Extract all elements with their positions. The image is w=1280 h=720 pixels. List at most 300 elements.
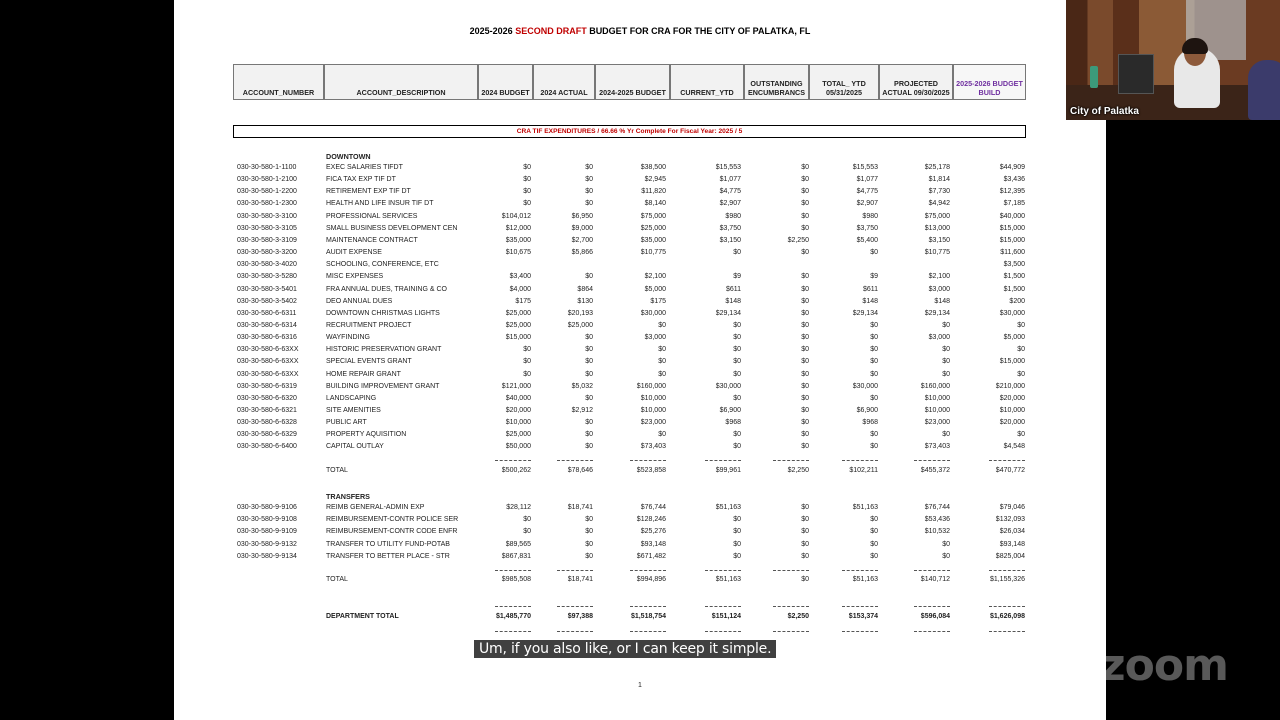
amount-cell: $0 [801, 382, 809, 390]
table-row [174, 358, 1106, 370]
account-number: 030-30-580-6-6328 [237, 419, 297, 427]
amount-cell: $985,508 [501, 576, 531, 583]
amount-cell: $0 [801, 273, 809, 281]
amount-cell: $12,395 [999, 188, 1025, 196]
amount-cell: $0 [523, 528, 531, 536]
account-description: MAINTENANCE CONTRACT [326, 236, 418, 244]
amount-cell: $11,820 [641, 188, 666, 196]
subtotal-rule [773, 460, 809, 461]
subtotal-rule [914, 460, 950, 461]
amount-cell: $0 [870, 346, 878, 354]
subtotal-rule [495, 606, 531, 607]
account-number: 030-30-580-9-9132 [237, 540, 297, 548]
amount-cell: $38,500 [640, 164, 666, 171]
amount-cell: $2,912 [571, 407, 593, 414]
amount-cell: $10,000 [999, 407, 1025, 414]
amount-cell: $12,000 [505, 224, 531, 232]
account-description: REIMBURSEMENT-CONTR CODE ENFR [326, 528, 458, 536]
account-description: SPECIAL EVENTS GRANT [326, 358, 412, 366]
amount-cell: $0 [523, 200, 531, 208]
amount-cell: $0 [1017, 321, 1025, 329]
table-row [174, 443, 1106, 455]
amount-cell: $1,626,098 [989, 613, 1025, 620]
account-description: SCHOOLING, CONFERENCE, ETC [326, 261, 439, 269]
amount-cell: $0 [942, 358, 950, 366]
amount-cell: $1,518,754 [630, 613, 666, 620]
amount-cell: $20,000 [999, 394, 1025, 402]
account-number: 030-30-580-3-3105 [237, 224, 297, 232]
account-number: 030-30-580-3-5280 [237, 273, 297, 281]
amount-cell: $51,163 [852, 576, 878, 583]
amount-cell: $2,700 [571, 236, 593, 244]
account-number: 030-30-580-3-3100 [237, 212, 297, 220]
participant-name-label: City of Palatka [1070, 106, 1139, 117]
amount-cell: $0 [523, 188, 531, 196]
amount-cell: $44,909 [999, 164, 1025, 171]
subtotal-rule [773, 570, 809, 571]
account-number: 030-30-580-6-6319 [237, 382, 297, 390]
subtotal-rule [914, 631, 950, 632]
amount-cell: $25,178 [924, 164, 950, 171]
subtotal-rule [705, 631, 741, 632]
amount-cell: $1,077 [856, 176, 878, 184]
amount-cell: $0 [658, 346, 666, 354]
section-downtown: DOWNTOWN [326, 152, 371, 161]
amount-cell: $0 [733, 394, 741, 402]
amount-cell: $611 [862, 285, 878, 293]
amount-cell: $51,163 [715, 504, 741, 511]
amount-cell: $0 [585, 370, 593, 378]
amount-cell: $160,000 [636, 382, 666, 390]
account-description: TOTAL [326, 467, 348, 474]
amount-cell: $596,084 [920, 613, 950, 620]
amount-cell: $0 [801, 334, 809, 342]
account-description: FICA TAX EXP TIF DT [326, 176, 396, 184]
amount-cell: $0 [870, 321, 878, 329]
amount-cell: $0 [801, 540, 809, 548]
table-row [174, 176, 1106, 188]
amount-cell: $0 [801, 370, 809, 378]
subtotal-rule [773, 606, 809, 607]
amount-cell: $9,000 [571, 224, 593, 232]
amount-cell: $5,000 [644, 285, 666, 293]
amount-cell: $0 [523, 164, 531, 171]
draft-highlight: SECOND DRAFT [515, 26, 587, 36]
amount-cell: $175 [650, 297, 666, 305]
account-description: PROPERTY AQUISITION [326, 431, 407, 439]
amount-cell: $2,907 [856, 200, 878, 208]
amount-cell: $7,730 [928, 188, 950, 196]
table-row [174, 249, 1106, 261]
amount-cell: $0 [801, 176, 809, 184]
amount-cell: $18,741 [567, 504, 593, 511]
amount-cell: $130 [577, 297, 593, 305]
table-row [174, 334, 1106, 346]
amount-cell: $968 [862, 419, 878, 427]
amount-cell: $0 [1017, 370, 1025, 378]
amount-cell: $75,000 [924, 212, 950, 220]
amount-cell: $0 [870, 443, 878, 451]
table-row [174, 237, 1106, 249]
column-header: ACCOUNT_DESCRIPTION [324, 64, 478, 100]
amount-cell: $0 [585, 273, 593, 281]
amount-cell: $0 [733, 528, 741, 536]
account-number: 030-30-580-1-1100 [237, 164, 297, 171]
amount-cell: $1,155,326 [989, 576, 1025, 583]
department-total-row [174, 613, 1106, 625]
amount-cell: $35,000 [505, 236, 531, 244]
table-row [174, 516, 1106, 528]
amount-cell: $0 [801, 321, 809, 329]
amount-cell: $15,000 [999, 358, 1025, 366]
amount-cell: $15,553 [715, 164, 741, 171]
amount-cell: $0 [801, 431, 809, 439]
account-description: CAPITAL OUTLAY [326, 443, 384, 451]
subtotal-rule [705, 570, 741, 571]
amount-cell: $0 [733, 358, 741, 366]
account-number: 030-30-580-9-9109 [237, 528, 297, 536]
amount-cell: $0 [585, 419, 593, 427]
downtown-total-row [174, 467, 1106, 479]
amount-cell: $121,000 [501, 382, 531, 390]
amount-cell: $5,000 [1003, 334, 1025, 342]
amount-cell: $0 [801, 443, 809, 451]
amount-cell: $3,000 [644, 334, 666, 342]
amount-cell: $671,482 [636, 552, 666, 560]
amount-cell: $5,032 [571, 382, 593, 390]
subtotal-rule [842, 460, 878, 461]
amount-cell: $30,000 [640, 309, 666, 317]
amount-cell: $0 [801, 528, 809, 536]
amount-cell: $0 [870, 552, 878, 560]
account-description: DEPARTMENT TOTAL [326, 613, 399, 620]
subtotal-rule [557, 606, 593, 607]
amount-cell: $470,772 [995, 467, 1025, 474]
amount-cell: $15,000 [505, 334, 531, 342]
account-description: EXEC SALARIES TIFDT [326, 164, 403, 171]
amount-cell: $2,250 [787, 613, 809, 620]
amount-cell: $994,896 [636, 576, 666, 583]
amount-cell: $73,403 [640, 443, 666, 451]
account-number: 030-30-580-3-5402 [237, 297, 297, 305]
amount-cell: $980 [725, 212, 741, 220]
amount-cell: $160,000 [920, 382, 950, 390]
amount-cell: $78,646 [567, 467, 593, 474]
zoom-logo: zoom [1100, 640, 1228, 691]
live-caption: Um, if you also like, or I can keep it simple. [474, 640, 776, 658]
column-header: PROJECTED ACTUAL 09/30/2025 [879, 64, 953, 100]
amount-cell: $6,950 [571, 212, 593, 220]
amount-cell: $0 [585, 552, 593, 560]
subtotal-rule [630, 606, 666, 607]
amount-cell: $3,000 [928, 334, 950, 342]
amount-cell: $79,046 [999, 504, 1025, 511]
amount-cell: $151,124 [711, 613, 741, 620]
table-row [174, 164, 1106, 176]
amount-cell: $2,907 [719, 200, 741, 208]
amount-cell: $11,600 [1000, 249, 1025, 257]
amount-cell: $0 [870, 249, 878, 257]
amount-cell: $5,400 [856, 236, 878, 244]
amount-cell: $968 [725, 419, 741, 427]
account-description: SITE AMENITIES [326, 407, 381, 414]
amount-cell: $1,814 [928, 176, 950, 184]
amount-cell: $0 [942, 346, 950, 354]
amount-cell: $30,000 [852, 382, 878, 390]
account-number: 030-30-580-9-9134 [237, 552, 297, 560]
amount-cell: $0 [870, 334, 878, 342]
page-number: 1 [638, 682, 642, 689]
column-header: 2024 ACTUAL [533, 64, 595, 100]
amount-cell: $0 [870, 431, 878, 439]
account-description: BUILDING IMPROVEMENT GRANT [326, 382, 440, 390]
amount-cell: $210,000 [995, 382, 1025, 390]
amount-cell: $0 [942, 370, 950, 378]
subtotal-rule [495, 570, 531, 571]
amount-cell: $6,900 [719, 407, 741, 414]
amount-cell: $9 [733, 273, 741, 281]
amount-cell: $175 [515, 297, 531, 305]
amount-cell: $0 [523, 176, 531, 184]
amount-cell: $0 [585, 443, 593, 451]
amount-cell: $97,388 [567, 613, 593, 620]
subtotal-rule [705, 460, 741, 461]
amount-cell: $523,858 [636, 467, 666, 474]
subtotal-rule [914, 606, 950, 607]
amount-cell: $0 [733, 540, 741, 548]
subtotal-rule [630, 570, 666, 571]
amount-cell: $10,000 [640, 394, 666, 402]
amount-cell: $0 [733, 334, 741, 342]
account-number: 030-30-580-3-5401 [237, 285, 297, 293]
amount-cell: $0 [585, 431, 593, 439]
table-row [174, 553, 1106, 565]
table-row [174, 261, 1106, 273]
column-header: ACCOUNT_NUMBER [233, 64, 324, 100]
account-description: MISC EXPENSES [326, 273, 384, 281]
amount-cell: $0 [585, 176, 593, 184]
amount-cell: $93,148 [640, 540, 666, 548]
amount-cell: $15,553 [852, 164, 878, 171]
account-number: 030-30-580-6-63XX [237, 346, 299, 354]
amount-cell: $25,000 [505, 431, 531, 439]
amount-cell: $51,163 [715, 576, 741, 583]
amount-cell: $0 [870, 516, 878, 524]
subtotal-rule [989, 460, 1025, 461]
account-description: HOME REPAIR GRANT [326, 370, 401, 378]
amount-cell: $13,000 [924, 224, 950, 232]
subtotal-rule [630, 631, 666, 632]
amount-cell: $25,276 [640, 528, 666, 536]
table-row [174, 310, 1106, 322]
subtotal-rule [557, 631, 593, 632]
amount-cell: $0 [801, 576, 809, 583]
amount-cell: $0 [870, 358, 878, 366]
account-description: AUDIT EXPENSE [326, 249, 382, 257]
table-row [174, 504, 1106, 516]
table-row [174, 371, 1106, 383]
table-row [174, 395, 1106, 407]
table-row [174, 188, 1106, 200]
amount-cell: $4,548 [1003, 443, 1025, 451]
amount-cell: $30,000 [999, 309, 1025, 317]
amount-cell: $10,532 [924, 528, 950, 536]
account-number: 030-30-580-3-4020 [237, 261, 297, 269]
amount-cell: $102,211 [849, 467, 878, 474]
account-description: LANDSCAPING [326, 394, 377, 402]
amount-cell: $1,500 [1003, 285, 1025, 293]
amount-cell: $18,741 [567, 576, 593, 583]
subtotal-rule [705, 606, 741, 607]
account-number: 030-30-580-1-2100 [237, 176, 297, 184]
amount-cell: $0 [942, 540, 950, 548]
amount-cell: $0 [1017, 431, 1025, 439]
account-description: RETIREMENT EXP TIF DT [326, 188, 411, 196]
subtotal-rule [989, 606, 1025, 607]
account-number: 030-30-580-6-6316 [237, 334, 297, 342]
amount-cell: $867,831 [501, 552, 531, 560]
subtotal-rule [495, 460, 531, 461]
account-description: TOTAL [326, 576, 348, 583]
table-row [174, 273, 1106, 285]
amount-cell: $10,000 [505, 419, 531, 427]
amount-cell: $153,374 [848, 613, 878, 620]
amount-cell: $3,500 [1003, 261, 1025, 269]
amount-cell: $51,163 [852, 504, 878, 511]
amount-cell: $1,485,770 [495, 613, 531, 620]
amount-cell: $0 [585, 516, 593, 524]
amount-cell: $30,000 [715, 382, 741, 390]
amount-cell: $500,262 [501, 467, 531, 474]
amount-cell: $8,140 [644, 200, 666, 208]
amount-cell: $2,100 [644, 273, 666, 281]
amount-cell: $132,093 [995, 516, 1025, 524]
amount-cell: $0 [733, 516, 741, 524]
account-number: 030-30-580-6-63XX [237, 358, 299, 366]
amount-cell: $26,034 [999, 528, 1025, 536]
amount-cell: $0 [801, 224, 809, 232]
account-description: SMALL BUSINESS DEVELOPMENT CEN [326, 224, 458, 232]
account-number: 030-30-580-6-6329 [237, 431, 297, 439]
table-row [174, 383, 1106, 395]
table-row [174, 298, 1106, 310]
table-row [174, 213, 1106, 225]
subtotal-rule [495, 631, 531, 632]
amount-cell: $0 [658, 431, 666, 439]
amount-cell: $3,400 [509, 273, 531, 281]
amount-cell: $29,134 [715, 309, 741, 317]
account-number: 030-30-580-6-6314 [237, 321, 297, 329]
table-row [174, 407, 1106, 419]
account-number: 030-30-580-6-63XX [237, 370, 299, 378]
amount-cell: $0 [733, 443, 741, 451]
amount-cell: $0 [523, 346, 531, 354]
amount-cell: $93,148 [999, 540, 1025, 548]
amount-cell: $0 [733, 552, 741, 560]
amount-cell: $23,000 [640, 419, 666, 427]
account-description: RECRUITMENT PROJECT [326, 321, 412, 329]
account-description: WAYFINDING [326, 334, 370, 342]
amount-cell: $0 [801, 552, 809, 560]
video-speaker-hair [1182, 38, 1208, 54]
subtotal-rule [989, 631, 1025, 632]
amount-cell: $0 [585, 540, 593, 548]
video-bottle [1090, 66, 1098, 88]
account-description: TRANSFER TO UTILITY FUND-POTAB [326, 540, 450, 548]
amount-cell: $76,744 [924, 504, 950, 511]
account-number: 030-30-580-6-6321 [237, 407, 297, 414]
amount-cell: $128,246 [636, 516, 666, 524]
amount-cell: $40,000 [505, 394, 531, 402]
amount-cell: $2,250 [787, 467, 809, 474]
amount-cell: $0 [942, 552, 950, 560]
shared-document [174, 0, 1106, 720]
amount-cell: $0 [801, 394, 809, 402]
amount-cell: $0 [585, 188, 593, 196]
table-row [174, 286, 1106, 298]
amount-cell: $0 [801, 164, 809, 171]
account-number: 030-30-580-3-3109 [237, 236, 297, 244]
section-transfers: TRANSFERS [326, 492, 370, 501]
amount-cell: $0 [733, 249, 741, 257]
account-number: 030-30-580-6-6311 [237, 309, 297, 317]
amount-cell: $10,000 [640, 407, 666, 414]
amount-cell: $2,100 [928, 273, 950, 281]
amount-cell: $25,000 [505, 309, 531, 317]
amount-cell: $7,185 [1003, 200, 1025, 208]
amount-cell: $3,150 [928, 236, 950, 244]
amount-cell: $75,000 [640, 212, 666, 220]
amount-cell: $0 [801, 419, 809, 427]
amount-cell: $6,900 [856, 407, 878, 414]
amount-cell: $10,775 [924, 249, 950, 257]
amount-cell: $4,775 [856, 188, 878, 196]
video-second-person [1248, 60, 1280, 120]
account-description: REIMBURSEMENT-CONTR POLICE SER [326, 516, 459, 524]
subtotal-rule [842, 570, 878, 571]
amount-cell: $0 [523, 358, 531, 366]
amount-cell: $25,000 [567, 321, 593, 329]
amount-cell: $0 [585, 358, 593, 366]
amount-cell: $0 [942, 321, 950, 329]
amount-cell: $0 [733, 431, 741, 439]
amount-cell: $0 [801, 516, 809, 524]
account-description: FRA ANNUAL DUES, TRAINING & CO [326, 285, 447, 293]
amount-cell: $25,000 [640, 224, 666, 232]
amount-cell: $1,500 [1003, 273, 1025, 281]
account-description: HEALTH AND LIFE INSUR TIF DT [326, 200, 434, 208]
amount-cell: $0 [733, 346, 741, 354]
video-monitor [1118, 54, 1154, 94]
amount-cell: $53,436 [924, 516, 950, 524]
amount-cell: $0 [801, 309, 809, 317]
amount-cell: $10,000 [924, 394, 950, 402]
column-header: 2025-2026 BUDGET BUILD [953, 64, 1026, 100]
amount-cell: $140,712 [920, 576, 950, 583]
amount-cell: $73,403 [924, 443, 950, 451]
table-row [174, 431, 1106, 443]
account-number: 030-30-580-9-9106 [237, 504, 297, 511]
amount-cell: $0 [801, 346, 809, 354]
amount-cell: $0 [585, 346, 593, 354]
table-row [174, 225, 1106, 237]
amount-cell: $3,000 [928, 285, 950, 293]
amount-cell: $0 [801, 212, 809, 220]
participant-video[interactable] [1066, 0, 1280, 120]
table-header [233, 64, 1026, 100]
account-number: 030-30-580-1-2300 [237, 200, 297, 208]
amount-cell: $0 [870, 540, 878, 548]
